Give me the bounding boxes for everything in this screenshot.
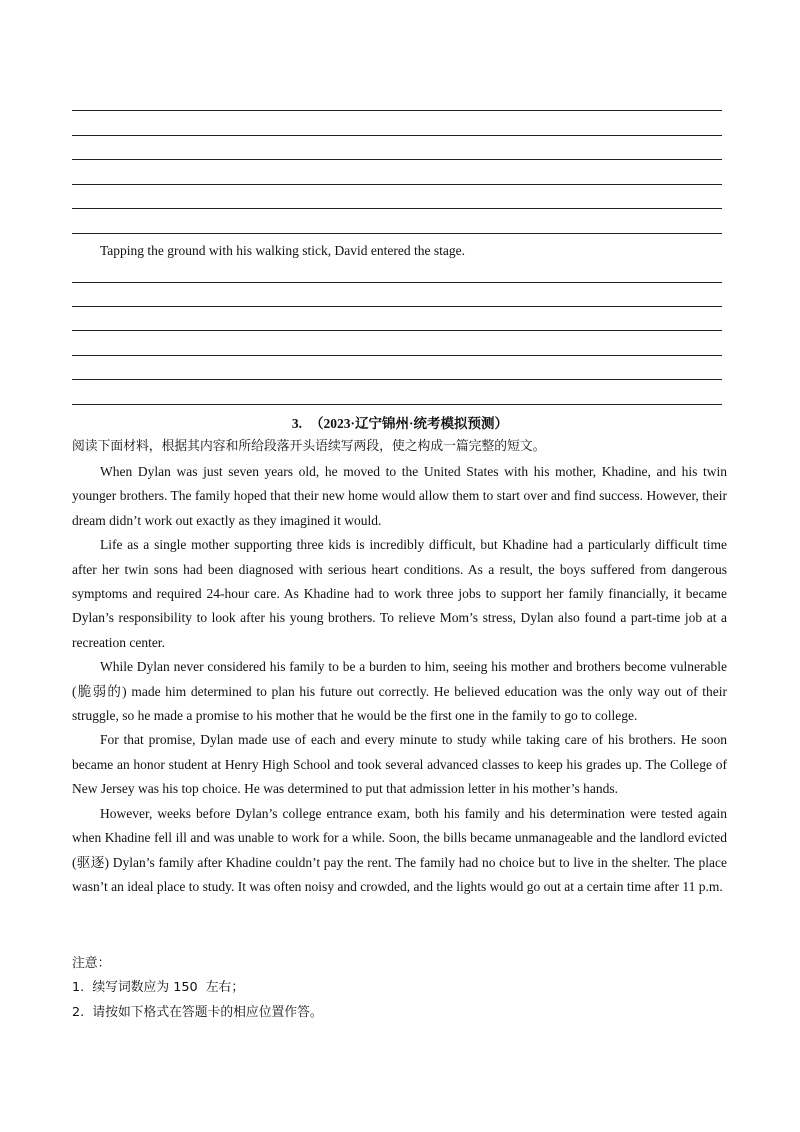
notes-heading: 注意：: [72, 956, 111, 971]
answer-line: [72, 282, 722, 283]
passage-paragraph: However, weeks before Dylan’s college entrance exam, both his family and his determination were tested again when Khadine fell ill and was unable to work for a while. Soon, the bills became unmanageable and the landlord evicted (驱逐) Dylan’s family after Khadine couldn’t pay the rent. The family had no choice but to live in the shelter. The place wasn’t an ideal place to study. It was often noisy and crowded, and the lights would go out at a certain time after 11 p.m.: [72, 805, 727, 894]
notes-section: [72, 952, 727, 1025]
answer-line: [72, 135, 722, 136]
answer-line: [72, 159, 722, 160]
question-number: 3.: [291, 416, 303, 431]
passage-paragraph: Life as a single mother supporting three kids is incredibly difficult, but Khadine had a particularly difficult time after her twin sons had been diagnosed with serious heart conditions. As a result, the boys suffered from dangerous symptoms and required 24-hour care. As Khadine had to work three jobs to support her family financially, it became Dylan’s responsibility to look after his young brothers. To relieve Mom’s stress, Dylan also found a part-time job at a recreation center.: [72, 537, 727, 650]
reading-passage: [72, 460, 727, 899]
note-item: 1. 续写词数应为 150 左右；: [72, 980, 245, 996]
question-title: [0, 414, 800, 434]
answer-line: [72, 184, 722, 185]
passage-paragraph: For that promise, Dylan made use of each and every minute to study while taking care of his brothers. He soon became an honor student at Henry High School and took several advanced classes to keep his grades up. The College of New Jersey was his top choice. He was determined to put that admission letter in his mother’s hands.: [72, 732, 727, 797]
note-item: 2. 请按如下格式在答题卡的相应位置作答。: [72, 1004, 323, 1020]
passage-paragraph: While Dylan never considered his family to be a burden to him, seeing his mother and brothers become vulnerable (脆弱的) made him determined to plan his future out correctly. He believed education was the only way out of their struggle, so he made a promise to his mother that he would be the first one in the family to go to college.: [72, 659, 727, 724]
answer-line: [72, 306, 722, 307]
answer-line: [72, 233, 722, 234]
answer-line: [72, 110, 722, 111]
answer-line: [72, 208, 722, 209]
answer-line: [72, 355, 722, 356]
answer-line: [72, 404, 722, 405]
question-source: （2023·辽宁锦州·统考模拟预测）: [310, 416, 509, 431]
answer-line: [72, 330, 722, 331]
answer-line: [72, 379, 722, 380]
continuation-prompt: Tapping the ground with his walking stick, David entered the stage.: [100, 243, 465, 258]
passage-paragraph: When Dylan was just seven years old, he moved to the United States with his mother, Khadine, and his twin younger brothers. The family hoped that their new home would allow them to start over and find success. However, their dream didn’t work out exactly as they imagined it would.: [72, 464, 727, 528]
instruction-text: 阅读下面材料，根据其内容和所给段落开头语续写两段，使之构成一篇完整的短文。: [72, 439, 546, 454]
